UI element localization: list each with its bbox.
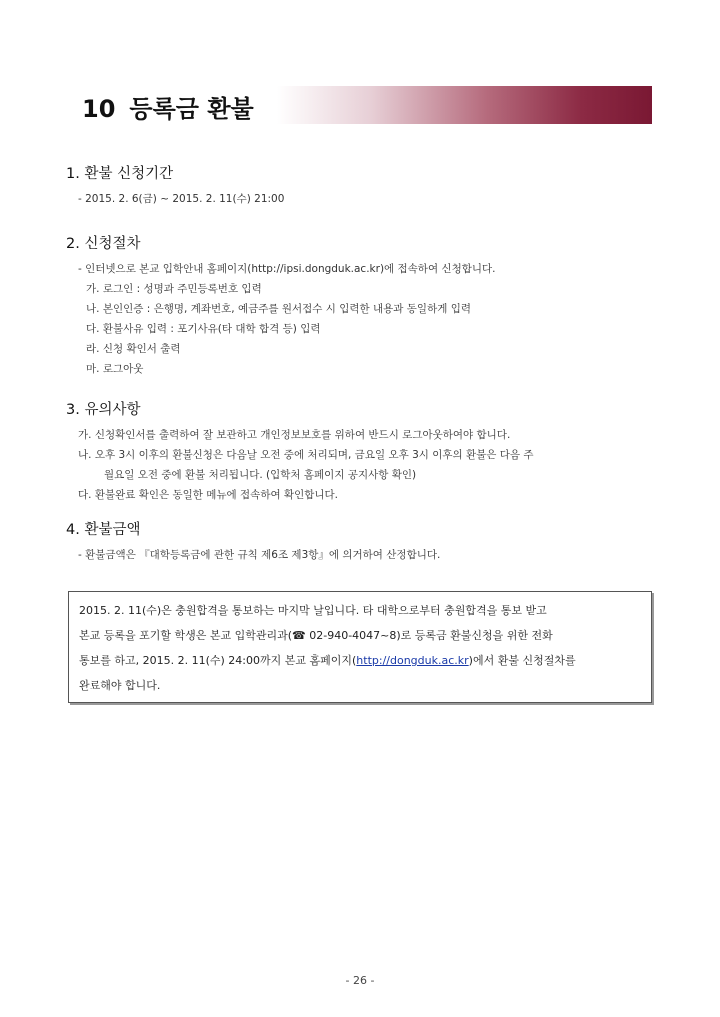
section-heading: 3. 유의사항 bbox=[66, 402, 141, 418]
chapter-title-text: 등록금 환불 bbox=[129, 95, 254, 123]
note-item-continued: 월요일 오전 중에 환불 처리됩니다. (입학처 홈페이지 공지사항 확인) bbox=[104, 469, 417, 481]
procedure-step: 나. 본인인증 : 은행명, 계좌번호, 예금주를 원서접수 시 입력한 내용과 동일하게 입력 bbox=[86, 303, 471, 315]
notice-box bbox=[68, 591, 652, 703]
chapter-number: 10 bbox=[82, 95, 116, 123]
notice-line: 본교 등록을 포기할 학생은 본교 입학관리과(☎ 02-940-4047~8)로 등록금 환불신청을 위한 전화 bbox=[79, 629, 553, 642]
section-refund-amount bbox=[66, 518, 666, 565]
section-heading: 2. 신청절차 bbox=[66, 236, 141, 252]
notice-line: 2015. 2. 11(수)은 충원합격을 통보하는 마지막 날입니다. 타 대학으로부터 충원합격을 통보 받고 bbox=[79, 604, 547, 617]
chapter-title bbox=[82, 89, 254, 124]
notice-line bbox=[79, 648, 641, 673]
procedure-step: 마. 로그아웃 bbox=[86, 363, 144, 375]
section-procedure bbox=[66, 232, 666, 379]
note-item: 가. 신청확인서를 출력하여 잘 보관하고 개인정보보호를 위하여 반드시 로그아웃하여야 합니다. bbox=[78, 429, 511, 441]
period-line: - 2015. 2. 6(금) ~ 2015. 2. 11(수) 21:00 bbox=[78, 193, 285, 205]
procedure-step: 가. 로그인 : 성명과 주민등록번호 입력 bbox=[86, 283, 262, 295]
notice-line: 완료해야 합니다. bbox=[79, 679, 161, 692]
amount-line: - 환불금액은 『대학등록금에 관한 규칙 제6조 제3항』에 의거하여 산정합니다. bbox=[78, 549, 441, 561]
section-heading: 4. 환불금액 bbox=[66, 522, 141, 538]
section-heading: 1. 환불 신청기간 bbox=[66, 166, 174, 182]
notice-text: 통보를 하고, 2015. 2. 11(수) 24:00까지 본교 홈페이지( bbox=[79, 654, 357, 667]
procedure-step: 다. 환불사유 입력 : 포기사유(타 대학 합격 등) 입력 bbox=[86, 323, 321, 335]
section-notes bbox=[66, 398, 666, 505]
section-refund-period bbox=[66, 162, 666, 209]
procedure-intro: - 인터넷으로 본교 입학안내 홈페이지(http://ipsi.dongduk.ac.kr)에 접속하여 신청합니다. bbox=[78, 263, 496, 275]
notice-text: )에서 환불 신청절차를 bbox=[468, 654, 576, 667]
homepage-link[interactable]: http://dongduk.ac.kr bbox=[356, 654, 469, 667]
procedure-step: 라. 신청 확인서 출력 bbox=[86, 343, 181, 355]
note-item: 다. 환불완료 확인은 동일한 메뉴에 접속하여 확인합니다. bbox=[78, 489, 338, 501]
note-item: 나. 오후 3시 이후의 환불신청은 다음날 오전 중에 처리되며, 금요일 오후 3시 이후의 환불은 다음 주 bbox=[78, 449, 534, 461]
page-number: - 26 - bbox=[345, 974, 375, 987]
